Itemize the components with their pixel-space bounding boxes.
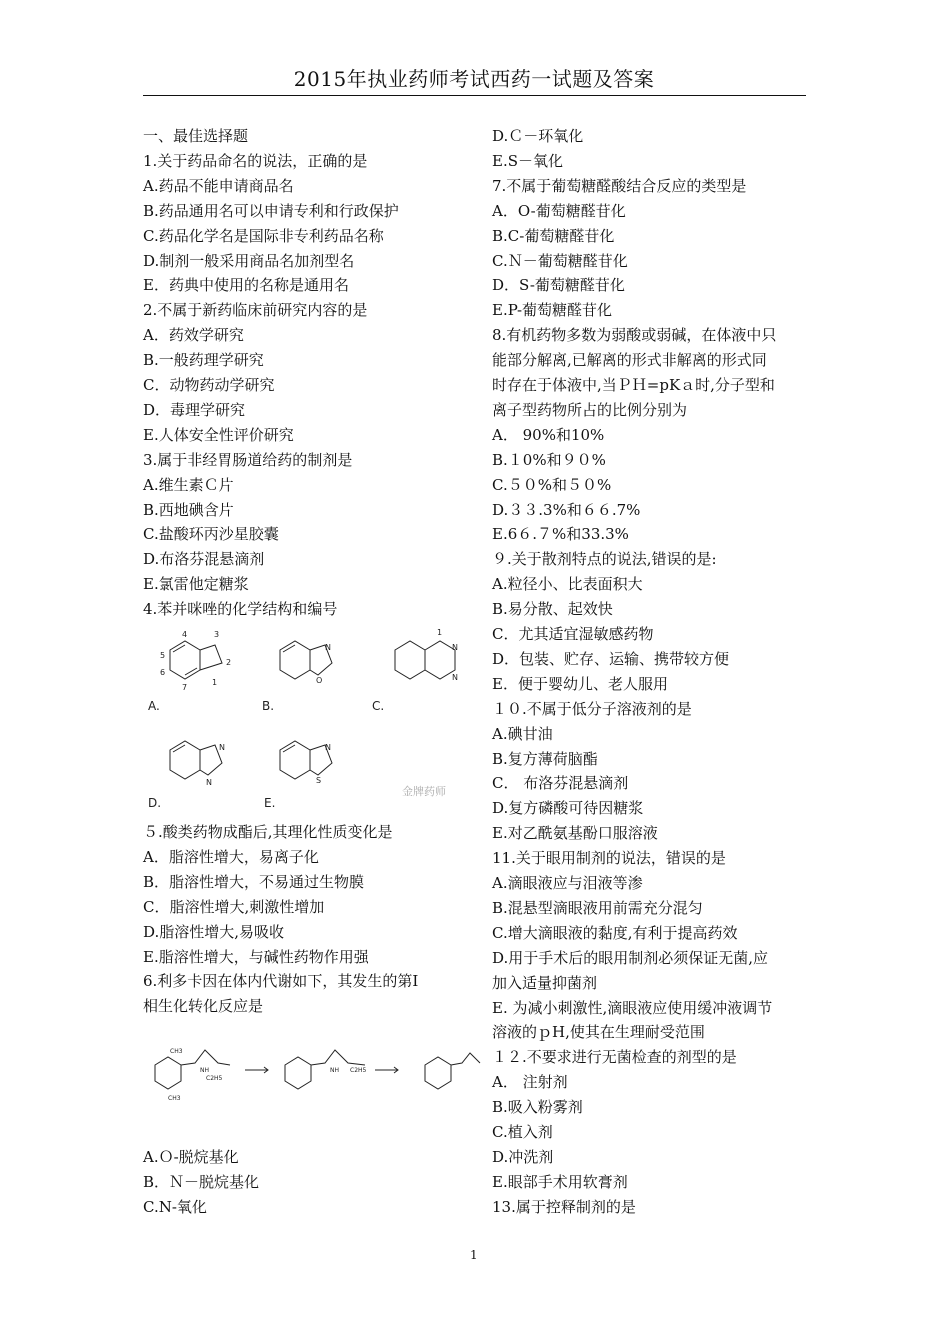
struct-atom: N (206, 778, 212, 787)
text-line: E.眼部手术用软膏剂 (492, 1172, 628, 1191)
text-line: 8.有机药物多数为弱酸或弱碱，在体液中只 (492, 326, 777, 345)
text-line: C．动物药动学研究 (143, 376, 275, 394)
struct-atom: N (452, 643, 458, 652)
text-line: C．尤其适宜湿敏感药物 (492, 625, 654, 643)
struct-atom: N (452, 673, 458, 682)
struct-atom: N (325, 743, 331, 752)
struct-atom: N (219, 743, 225, 752)
text-line: 加入适量抑菌剂 (492, 973, 598, 992)
page-title: 2015年执业药师考试西药一试题及答案 (293, 67, 655, 91)
text-line: D．S-葡萄糖醛苷化 (492, 276, 625, 295)
text-line: A.粒径小、比表面积大 (492, 575, 643, 594)
text-line: C.５０%和５０% (492, 475, 612, 494)
text-line: D．毒理学研究 (143, 400, 246, 419)
structure-figure-q4 (140, 625, 485, 815)
figure-option-c: C. (372, 699, 385, 713)
text-line: 一、最佳选择题 (143, 127, 249, 145)
struct-atom: S (316, 776, 322, 785)
struct-num: 2 (226, 658, 232, 667)
text-line: B.一般药理学研究 (143, 351, 264, 370)
text-line: 时存在于体液中,当ＰＨ=pKａ时,分子型和 (492, 376, 775, 394)
text-line: D.制剂一般采用商品名加剂型名 (143, 251, 355, 270)
struct-atom: O (316, 676, 323, 685)
figure-option-b: B. (262, 699, 275, 713)
text-line: １０.不属于低分子溶液剂的是 (492, 699, 692, 718)
text-line: 1.关于药品命名的说法，正确的是 (143, 151, 368, 170)
text-line: B.吸入粉雾剂 (492, 1098, 583, 1117)
lidocaine-metabolism-figure (140, 1025, 485, 1120)
text-line: ９.关于散剂特点的说法,错误的是: (492, 550, 717, 569)
text-line: D.用于手术后的眼用制剂必须保证无菌,应 (492, 948, 769, 967)
text-line: E.P-葡萄糖醛苷化 (492, 301, 613, 320)
text-line: E.6６.７%和33.3% (492, 525, 629, 544)
text-line: 6.利多卡因在体内代谢如下，其发生的第Ⅰ (143, 972, 419, 991)
text-line: B.易分散、起效快 (492, 600, 613, 619)
text-line: 4.苯并咪唑的化学结构和编号 (143, 600, 338, 619)
text-line: D.冲洗剂 (492, 1147, 554, 1166)
text-line: 13.属于控释制剂的是 (492, 1197, 636, 1216)
text-line: 3.属于非经胃肠道给药的制剂是 (143, 450, 353, 469)
struct-num: 6 (160, 668, 166, 677)
text-line: 2.不属于新药临床前研究内容的是 (143, 301, 368, 320)
text-line: B.西地碘含片 (143, 500, 234, 519)
text-line: E．便于婴幼儿、老人服用 (492, 674, 668, 693)
text-line: C． 布洛芬混悬滴剂 (492, 774, 629, 793)
text-line: A.药品不能申请商品名 (143, 176, 294, 195)
text-line: A.滴眼液应与泪液等渗 (492, 874, 643, 892)
text-line: 相生化转化反应是 (143, 997, 264, 1016)
text-line: C.植入剂 (492, 1123, 553, 1141)
text-line: D.布洛芬混悬滴剂 (143, 550, 265, 569)
struct-num: 1 (437, 628, 443, 637)
text-line: B.C-葡萄糖醛苷化 (492, 226, 615, 245)
text-line: A.Ｏ-脱烷基化 (143, 1148, 239, 1166)
struct-num: 7 (182, 683, 188, 692)
text-line: C.药品化学名是国际非专利药品名称 (143, 226, 384, 245)
text-line: A.维生素Ｃ片 (143, 475, 234, 494)
text-line: B．脂溶性增大，不易通过生物膜 (143, 872, 365, 891)
struct-num: 5 (160, 651, 166, 660)
figure-option-d: D. (148, 796, 162, 810)
text-line: B.药品通用名可以申请专利和行政保护 (143, 201, 399, 220)
text-line: C.盐酸环丙沙星胶囊 (143, 525, 279, 544)
chem-c2h5: C2H5 (350, 1067, 367, 1074)
text-line: A． 90%和10% (492, 425, 605, 444)
chem-ch3: CH3 (168, 1095, 181, 1102)
text-line: B.复方薄荷脑酯 (492, 749, 598, 768)
chem-ch3: CH3 (170, 1048, 183, 1055)
figure-option-e: E. (264, 796, 276, 810)
struct-num: 1 (212, 678, 218, 687)
struct-num: 3 (214, 630, 220, 639)
chem-c2h5: C2H5 (206, 1075, 223, 1082)
chem-nh: NH (330, 1067, 339, 1074)
text-line: E. 为减小刺激性,滴眼液应使用缓冲液调节 (492, 998, 773, 1017)
text-line: A.碘甘油 (492, 724, 553, 743)
text-line: C.N-氧化 (143, 1197, 207, 1216)
text-line: E．药典中使用的名称是通用名 (143, 276, 349, 295)
text-line: A．脂溶性增大，易离子化 (143, 847, 319, 866)
text-line: １２.不要求进行无菌检查的剂型的是 (492, 1048, 737, 1067)
text-line: B．Ｎ－脱烷基化 (143, 1172, 260, 1191)
text-line: E.氯雷他定糖浆 (143, 575, 249, 594)
text-line: D.脂溶性增大,易吸收 (143, 922, 285, 941)
struct-atom: N (325, 643, 331, 652)
text-line: C.增大滴眼液的黏度,有利于提高药效 (492, 923, 738, 942)
text-line: 能部分解离,已解离的形式非解离的形式同 (492, 351, 767, 370)
text-line: A．O-葡萄糖醛苷化 (492, 201, 626, 220)
text-line: B.混悬型滴眼液用前需充分混匀 (492, 898, 703, 917)
text-line: 11.关于眼用制剂的说法，错误的是 (492, 849, 726, 868)
text-line: 7.不属于葡萄糖醛酸结合反应的类型是 (492, 176, 747, 195)
text-line: E.脂溶性增大，与碱性药物作用强 (143, 947, 369, 966)
text-line: E.对乙酰氨基酚口服溶液 (492, 824, 658, 843)
watermark: 金牌药师 (402, 785, 446, 798)
figure-option-a: A. (148, 699, 160, 713)
title-rule (143, 95, 806, 96)
text-line: A．药效学研究 (143, 326, 244, 345)
text-line: E.人体安全性评价研究 (143, 425, 294, 444)
text-line: D.Ｃ－环氧化 (492, 127, 584, 145)
text-line: D.３３.3%和６６.7% (492, 500, 641, 519)
text-line: E.S－氧化 (492, 151, 563, 170)
text-line: 离子型药物所占的比例分别为 (492, 400, 688, 419)
text-line: D.复方磷酸可待因糖浆 (492, 799, 644, 818)
text-line: A． 注射剂 (492, 1073, 568, 1092)
struct-num: 4 (182, 630, 188, 639)
text-line: C.Ｎ－葡萄糖醛苷化 (492, 251, 628, 270)
text-line: 溶液的ｐH,使其在生理耐受范围 (492, 1023, 705, 1042)
chem-nh: NH (200, 1067, 209, 1074)
text-line: C．脂溶性增大,刺激性增加 (143, 897, 325, 916)
text-line: D．包装、贮存、运输、携带较方便 (492, 649, 730, 668)
text-line: ５.酸类药物成酯后,其理化性质变化是 (143, 823, 393, 841)
page-number: 1 (470, 1248, 478, 1262)
text-line: B.１0%和９０% (492, 450, 606, 469)
